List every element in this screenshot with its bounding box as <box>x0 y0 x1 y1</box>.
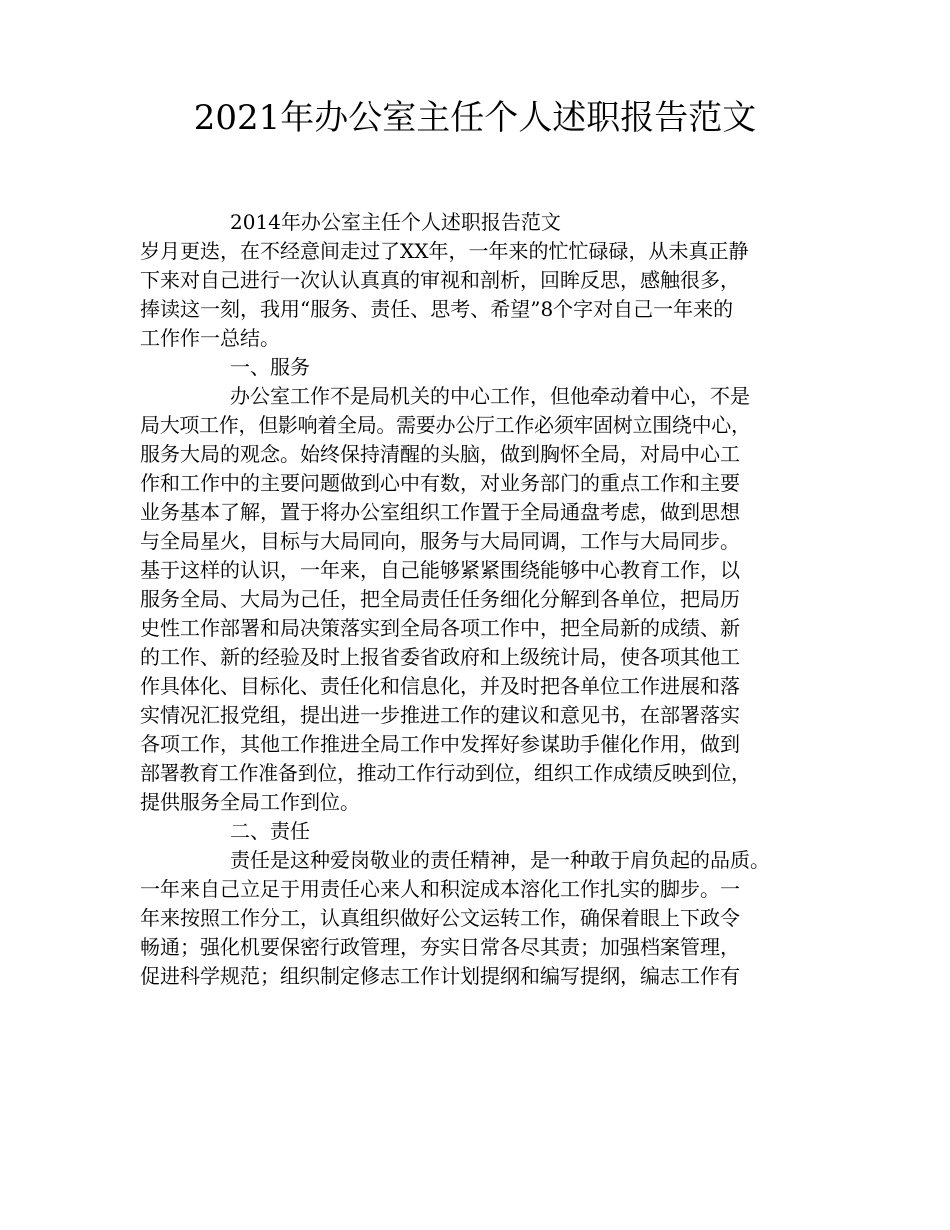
paragraph-line: 作和工作中的主要问题做到心中有数，对业务部门的重点工作和主要 <box>140 471 740 495</box>
paragraph-line: 史性工作部署和局决策落实到全局各项工作中，把全局新的成绩、新 <box>140 616 740 640</box>
paragraph-line: 促进科学规范；组织制定修志工作计划提纲和编写提纲，编志工作有 <box>140 964 740 988</box>
paragraph-line: 与全局星火，目标与大局同向，服务与大局同调，工作与大局同步。 <box>140 529 740 553</box>
paragraph-line: 岁月更迭，在不经意间走过了XX年，一年来的忙忙碌碌，从未真正静 <box>140 239 749 263</box>
paragraph-line: 年来按照工作分工，认真组织做好公文运转工作，确保着眼上下政令 <box>140 906 740 930</box>
paragraph-line: 部署教育工作准备到位，推动工作行动到位，组织工作成绩反映到位， <box>140 761 751 785</box>
paragraph-line: 局大项工作，但影响着全局。需要办公厅工作必须牢固树立围绕中心， <box>140 413 751 437</box>
paragraph-line: 工作作一总结。 <box>140 326 280 350</box>
paragraph-line: 基于这样的认识，一年来，自己能够紧紧围绕能够中心教育工作，以 <box>140 558 740 582</box>
document-body <box>140 208 840 991</box>
paragraph-line: 服务大局的观念。始终保持清醒的头脑，做到胸怀全局，对局中心工 <box>140 442 740 466</box>
document-title: 2021年办公室主任个人述职报告范文 <box>193 98 757 138</box>
paragraph-line: 畅通；强化机要保密行政管理，夯实日常各尽其责；加强档案管理， <box>140 935 740 959</box>
paragraph-line: 各项工作，其他工作推进全局工作中发挥好参谋助手催化作用，做到 <box>140 732 740 756</box>
paragraph-line: 业务基本了解，置于将办公室组织工作置于全局通盘考虑，做到思想 <box>140 500 740 524</box>
paragraph-line: 的工作、新的经验及时上报省委省政府和上级统计局，使各项其他工 <box>140 645 740 669</box>
paragraph-line: 责任是这种爱岗敬业的责任精神，是一种敢于肩负起的品质。 <box>230 848 770 872</box>
paragraph-line: 实情况汇报党组，提出进一步推进工作的建议和意见书，在部署落实 <box>140 703 740 727</box>
subtitle-line: 2014年办公室主任个人述职报告范文 <box>230 210 561 234</box>
section-heading-responsibility: 二、责任 <box>230 819 310 843</box>
section-heading-service: 一、服务 <box>230 355 310 379</box>
paragraph-line: 捧读这一刻，我用“服务、责任、思考、希望”8个字对自己一年来的 <box>140 297 734 321</box>
paragraph-line: 一年来自己立足于用责任心来人和积淀成本溶化工作扎实的脚步。一 <box>140 877 740 901</box>
paragraph-line: 办公室工作不是局机关的中心工作，但他牵动着中心，不是 <box>230 384 750 408</box>
paragraph-line: 作具体化、目标化、责任化和信息化，并及时把各单位工作进展和落 <box>140 674 740 698</box>
paragraph-line: 下来对自己进行一次认认真真的审视和剖析，回眸反思，感触很多， <box>140 268 740 292</box>
paragraph-line: 提供服务全局工作到位。 <box>140 790 360 814</box>
paragraph-line: 服务全局、大局为己任，把全局责任任务细化分解到各单位，把局历 <box>140 587 740 611</box>
